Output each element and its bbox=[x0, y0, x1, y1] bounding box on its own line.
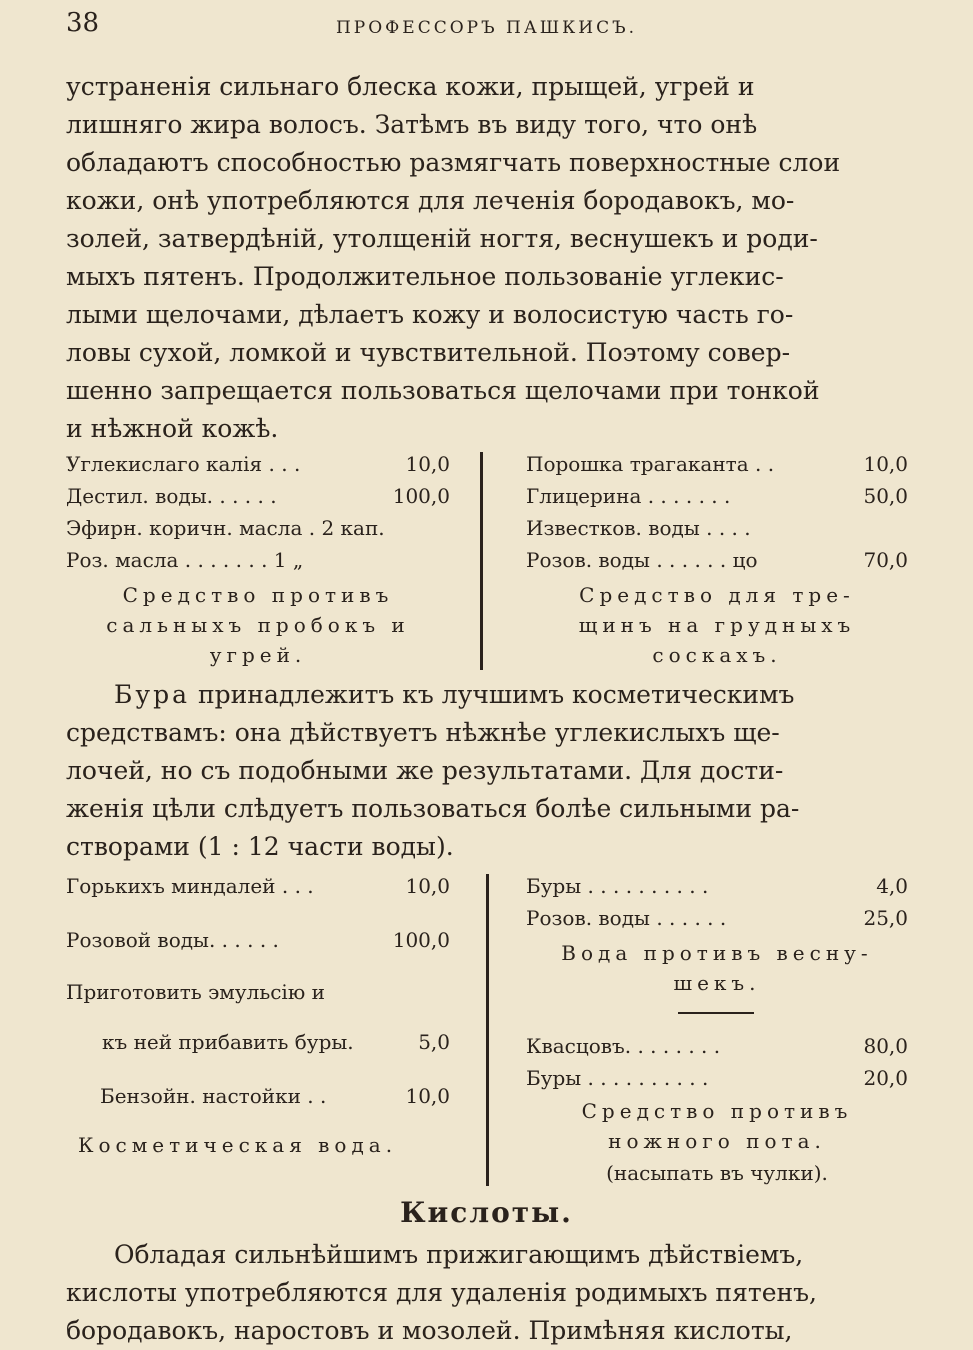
ingredient-amount: 20,0 bbox=[863, 1066, 908, 1090]
recipe-note: (насыпать въ чулки). bbox=[606, 1161, 828, 1185]
paragraph-borax bbox=[66, 676, 908, 866]
ingredient-name: Квасцовъ. . . . . . . . bbox=[526, 1034, 721, 1058]
paragraph-borax-text: принадлежитъ къ лучшимъ косметическимъ средствамъ: она дѣйствуетъ нѣжнѣе углекислыхъ ще- лочей, но съ подобными же результатами. Для дости- женія цѣли слѣдуетъ пользоваться болѣе сильными ра- створами (1 : 12 части воды). bbox=[66, 680, 800, 861]
ingredient-name: Розов. воды . . . . . . bbox=[526, 906, 727, 930]
ingredient-amount: 5,0 bbox=[418, 1030, 450, 1054]
recipe-caption: Средство для тре- щинъ на грудныхъ соскахъ. bbox=[578, 583, 856, 667]
ingredient-amount: 10,0 bbox=[405, 1084, 450, 1108]
page-number: 38 bbox=[66, 8, 100, 38]
section-heading-acids: Кислоты. bbox=[400, 1196, 573, 1229]
ingredient-amount: 100,0 bbox=[392, 484, 450, 508]
running-header bbox=[66, 8, 907, 42]
ingredient-name: Розовой воды. . . . . . bbox=[66, 928, 279, 952]
ingredient-amount: 10,0 bbox=[405, 452, 450, 476]
recipe-caption: Вода противъ весну- шекъ. bbox=[561, 941, 873, 995]
ingredient-amount: 25,0 bbox=[863, 906, 908, 930]
ingredient-name: Розов. воды . . . . . . цо bbox=[526, 548, 758, 572]
term-borax: Бура bbox=[114, 680, 190, 709]
column-divider bbox=[480, 452, 483, 670]
ingredient-name: Известков. воды . . . . bbox=[526, 516, 751, 540]
recipe-caption: Косметическая вода. bbox=[78, 1133, 398, 1157]
recipe-freckle-water bbox=[526, 872, 908, 995]
paragraph-alkali: устраненія сильнаго блеска кожи, прыщей, угрей и лишняго жира волосъ. Затѣмъ въ виду того, что онѣ обладаютъ способностью размягчать поверхностные слои кожи, онѣ употребляются для леченія бородавокъ, мо- золей, затвердѣній, утолщеній ногтя, веснушекъ и роди- мыхъ пятенъ. Продолжительное пользованіе углекис- лыми щелочами, дѣлаетъ кожу и волосистую часть го- ловы сухой, ломкой и чувствительной. Поэтому совер- шенно запрещается пользоваться щелочами при тонкой и нѣжной кожѣ. bbox=[66, 72, 841, 443]
running-title: ПРОФЕССОРЪ ПАШКИСЪ. bbox=[335, 18, 638, 38]
ingredient-name: Глицерина . . . . . . . bbox=[526, 484, 731, 508]
ingredient-name: къ ней прибавить буры. bbox=[102, 1030, 354, 1054]
recipe-foot-sweat bbox=[526, 1032, 908, 1190]
recipe-sebum-plugs bbox=[66, 450, 450, 672]
ingredient-name: Буры . . . . . . . . . . bbox=[526, 874, 709, 898]
ingredient-amount: 80,0 bbox=[863, 1034, 908, 1058]
ingredient-amount: 10,0 bbox=[863, 452, 908, 476]
recipe-separator bbox=[678, 1012, 754, 1014]
instruction-text: Приготовить эмульсію и bbox=[66, 980, 325, 1004]
ingredient-name: Эфирн. коричн. масла . 2 кап. bbox=[66, 516, 385, 540]
ingredient-name: Дестил. воды. . . . . . bbox=[66, 484, 277, 508]
recipe-caption: Средство противъ ножного пота. bbox=[581, 1099, 853, 1153]
ingredient-amount: 70,0 bbox=[863, 548, 908, 572]
ingredient-amount: 10,0 bbox=[405, 874, 450, 898]
recipe-caption: Средство противъ сальныхъ пробокъ и угрей. bbox=[106, 583, 410, 667]
ingredient-amount: 100,0 bbox=[392, 928, 450, 952]
column-divider bbox=[486, 874, 489, 1186]
ingredient-name: Углекислаго калія . . . bbox=[66, 452, 301, 476]
recipe-nipple-cracks bbox=[526, 450, 908, 672]
ingredient-name: Горькихъ миндалей . . . bbox=[66, 874, 314, 898]
paragraph-acids: Обладая сильнѣйшимъ прижигающимъ дѣйствіемъ, кислоты употребляются для удаленія родимыхъ пятенъ, бородавокъ, наростовъ и мозолей. Примѣняя кислоты, bbox=[66, 1240, 818, 1345]
ingredient-amount: 4,0 bbox=[876, 874, 908, 898]
recipe-cosmetic-water bbox=[66, 872, 450, 1162]
ingredient-name: Буры . . . . . . . . . . bbox=[526, 1066, 709, 1090]
ingredient-name: Порошка трагаканта . . bbox=[526, 452, 775, 476]
ingredient-name: Роз. масла . . . . . . . 1 „ bbox=[66, 548, 304, 572]
ingredient-name: Бензойн. настойки . . bbox=[100, 1084, 327, 1108]
ingredient-amount: 50,0 bbox=[863, 484, 908, 508]
